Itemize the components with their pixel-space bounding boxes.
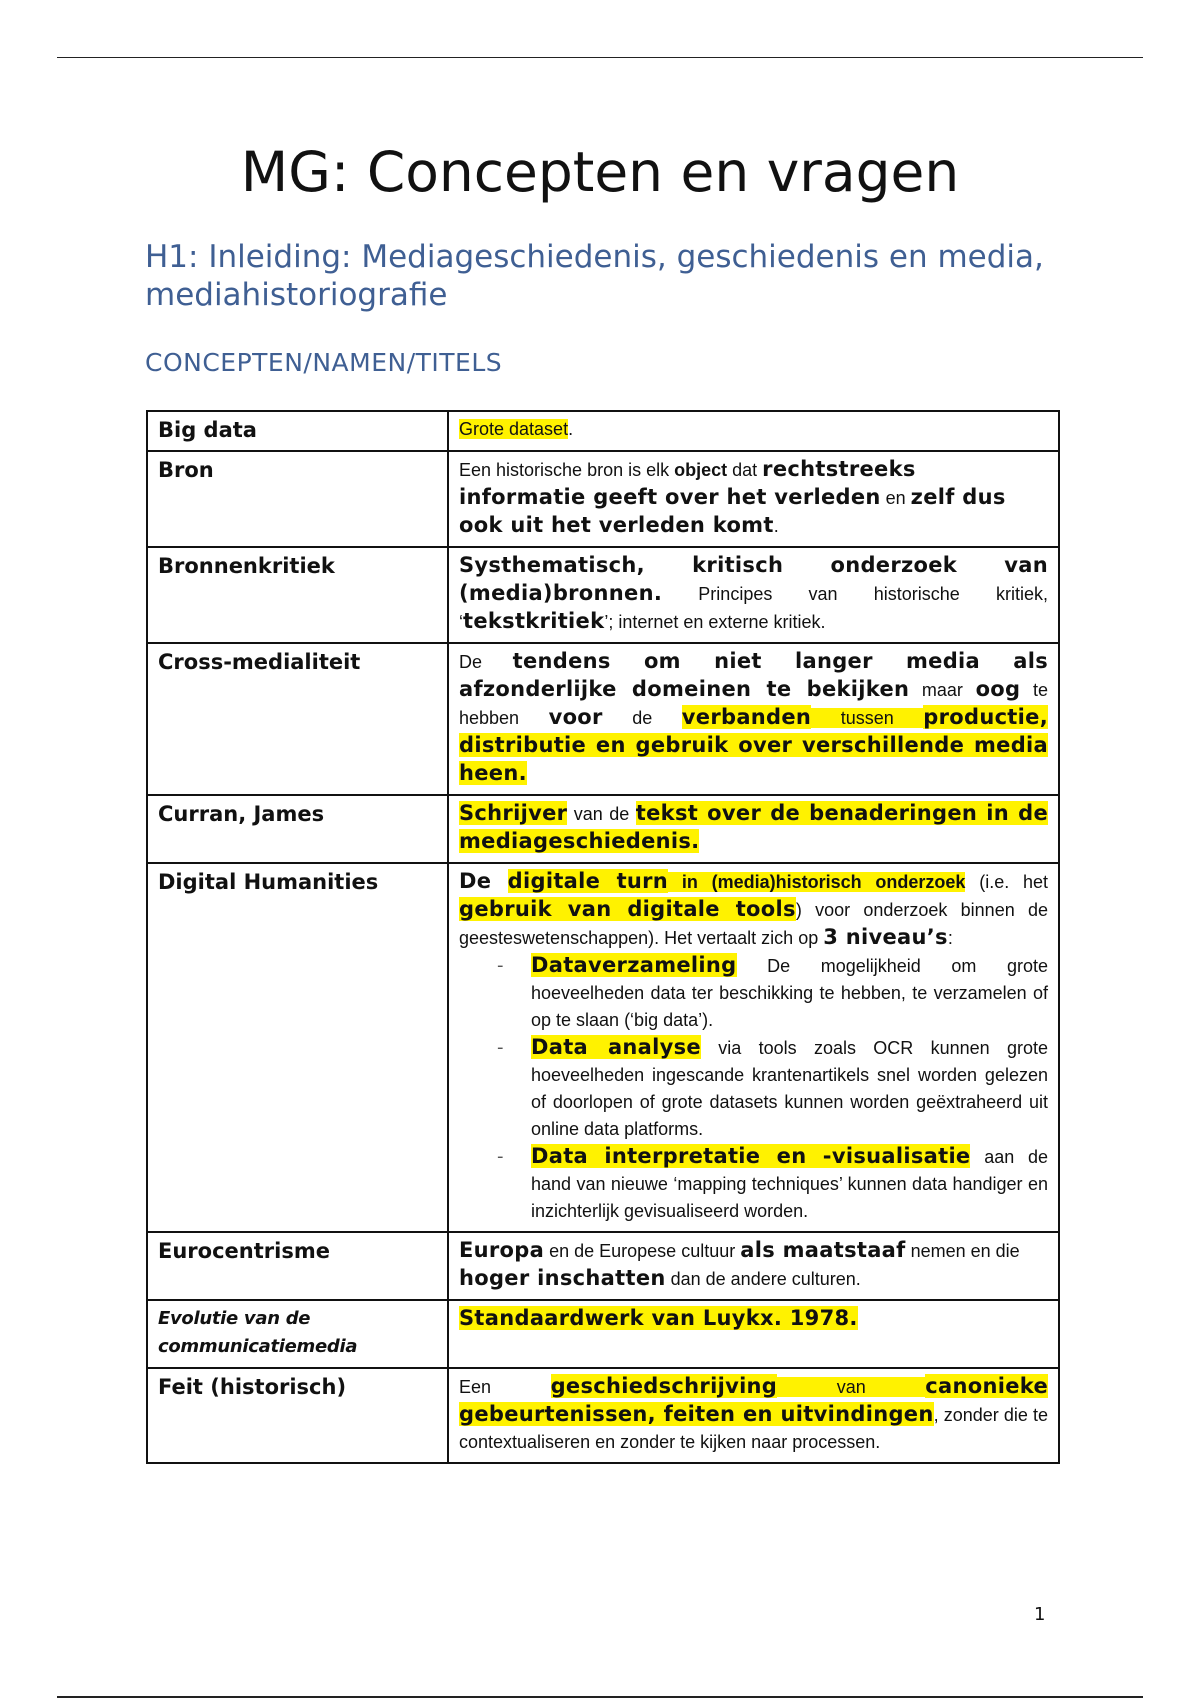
term-cell: Feit (historisch) — [147, 1368, 448, 1463]
term-cell: Bronnenkritiek — [147, 547, 448, 643]
page-number: 1 — [1034, 1604, 1046, 1625]
bottom-rule — [57, 1696, 1143, 1698]
list-item: - Dataverzameling De mogelijkheid om grote hoeveelheden data ter beschikking te hebben, te verzamelen of op te slaan (‘big data’). — [531, 952, 1048, 1034]
table-row — [147, 411, 1059, 451]
term-cell: Big data — [147, 411, 448, 451]
list-item: - Data interpretatie en -visualisatie aan de hand van nieuwe ‘mapping techniques’ kunnen data handiger en inzichterlijk gevisualiseerd worden. — [531, 1143, 1048, 1225]
table-row — [147, 863, 1059, 1232]
list-item: - Data analyse via tools zoals OCR kunnen grote hoeveelheden ingescande krantenartikels snel worden gelezen of doorlopen of grote datasets kunnen worden geëxtraheerd uit online data platforms. — [531, 1034, 1048, 1143]
table-row — [147, 1232, 1059, 1300]
term-cell: Evolutie van de communicatiemedia — [147, 1300, 448, 1368]
top-rule — [57, 57, 1143, 58]
term-cell: Bron — [147, 451, 448, 547]
table-row — [147, 1368, 1059, 1463]
definition-cell: De digitale turn in (media)historisch onderzoek (i.e. het gebruik van digitale tools) voor onderzoek binnen de geesteswetenschappen). Het vertaalt zich op 3 niveau’s: - Dataverzameling De mogelijkheid om grote hoeveelheden data ter beschikking te hebben, te verzamelen of op te slaan (‘big data’). - Data analyse via tools zoals OCR kunnen grote hoeveelheden ingescande krantenartikels snel worden gelezen of doorlopen of grote datasets kunnen worden geëxtraheerd uit online data platforms. - Data interpretatie en -visualisatie aan de hand van nieuwe ‘mapping techniques’ kunnen data handiger en inzichterlijk gevisualiseerd worden. — [448, 863, 1059, 1232]
definition-cell: De tendens om niet langer media als afzonderlijke domeinen te bekijken maar oog te hebben voor de verbanden tussen productie, distributie en gebruik over verschillende media heen. — [448, 643, 1059, 795]
table-row — [147, 547, 1059, 643]
definition-cell: Een historische bron is elk object dat rechtstreeks informatie geeft over het verleden en zelf dus ook uit het verleden komt. — [448, 451, 1059, 547]
term-cell: Eurocentrisme — [147, 1232, 448, 1300]
definition-cell: Grote dataset. — [448, 411, 1059, 451]
levels-list — [459, 952, 1048, 1225]
chapter-heading: H1: Inleiding: Mediageschiedenis, geschiedenis en media, mediahistoriografie — [145, 239, 1044, 313]
definition-cell: Schrijver van de tekst over de benaderingen in de mediageschiedenis. — [448, 795, 1059, 863]
section-heading: CONCEPTEN/NAMEN/TITELS — [145, 348, 503, 377]
page-title: MG: Concepten en vragen — [240, 140, 960, 204]
definition-cell: Standaardwerk van Luykx. 1978. — [448, 1300, 1059, 1368]
table-row — [147, 643, 1059, 795]
definition-cell: Systhematisch, kritisch onderzoek van (media)bronnen. Principes van historische kritiek, ‘tekstkritiek’; internet en externe kritiek. — [448, 547, 1059, 643]
concepts-table — [146, 410, 1060, 1464]
table-row — [147, 1300, 1059, 1368]
definition-cell: Europa en de Europese cultuur als maatstaaf nemen en die hoger inschatten dan de andere culturen. — [448, 1232, 1059, 1300]
definition-cell: Een geschiedschrijving van canonieke gebeurtenissen, feiten en uitvindingen, zonder die te contextualiseren en zonder te kijken naar processen. — [448, 1368, 1059, 1463]
term-cell: Digital Humanities — [147, 863, 448, 1232]
table-row — [147, 795, 1059, 863]
table-row — [147, 451, 1059, 547]
term-cell: Cross-medialiteit — [147, 643, 448, 795]
term-cell: Curran, James — [147, 795, 448, 863]
